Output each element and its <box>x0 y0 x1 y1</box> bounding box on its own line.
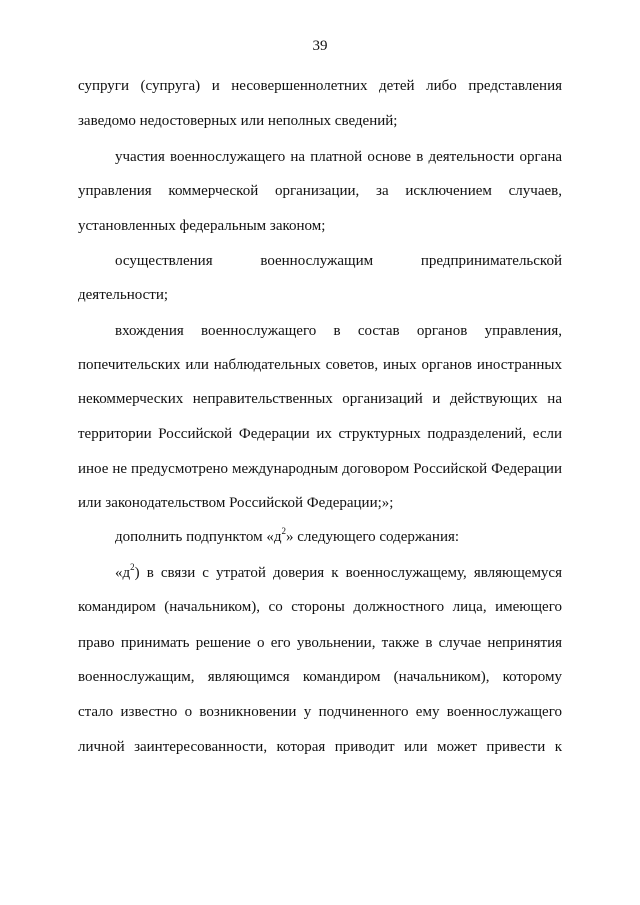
text-line: осуществления военнослужащим предпринимательской <box>115 253 562 269</box>
text-line: военнослужащим, являющимся командиром (начальником), которому <box>78 669 562 685</box>
text-line: установленных федеральным законом; <box>78 218 326 234</box>
text-line: заведомо недостоверных или неполных сведений; <box>78 113 398 129</box>
text-line <box>115 528 562 546</box>
text-line: участия военнослужащего на платной основе в деятельности органа <box>115 149 562 165</box>
text-line: управления коммерческой организации, за исключением случаев, <box>78 183 562 199</box>
superscript: 2 <box>281 526 286 536</box>
text-line: стало известно о возникновении у подчиненного ему военнослужащего <box>78 704 562 720</box>
text-line: деятельности; <box>78 287 169 303</box>
text-line: территории Российской Федерации их структурных подразделений, если <box>78 426 562 442</box>
text-line: некоммерческих неправительственных организаций и действующих на <box>78 391 562 407</box>
page-number: 39 <box>312 38 328 54</box>
text-line: или законодательством Российской Федерации;»; <box>78 495 394 511</box>
text-line: попечительских или наблюдательных советов, иных органов иностранных <box>78 357 562 373</box>
text-line <box>115 564 562 582</box>
text-run: «д <box>115 565 131 581</box>
superscript: 2 <box>130 562 135 572</box>
text-line: командиром (начальником), со стороны должностного лица, имеющего <box>78 599 562 615</box>
text-line: вхождения военнослужащего в состав органов управления, <box>115 323 562 339</box>
text-line: супруги (супруга) и несовершеннолетних детей либо представления <box>78 78 562 94</box>
text-run: » следующего содержания: <box>285 529 460 545</box>
text-line: личной заинтересованности, которая приводит или может привести к <box>78 739 562 755</box>
text-line: иное не предусмотрено международным договором Российской Федерации <box>78 461 562 477</box>
text-line: право принимать решение о его увольнении, также в случае непринятия <box>78 635 562 651</box>
text-run: дополнить подпунктом «д <box>115 529 282 545</box>
text-run: ) в связи с утратой доверия к военнослужащему, являющемуся <box>134 565 562 581</box>
